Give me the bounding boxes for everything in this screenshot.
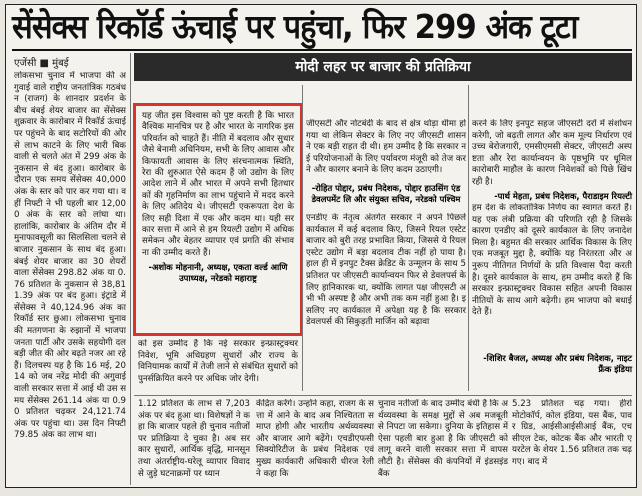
column-7-bottom-text: 5.23 प्रतिशत चढ़ गया। हीरो मोटोकॉर्प, कोल इंडिया, यस बैंक, पावर ग्रिड, आईसीआईसीआई बैंक, एचसीएल टेक, कोटक बैंक और भारती एयरटेल के शेयर 1.56 प्रतिशत तक चढ़ गए। बाद में	[512, 399, 632, 467]
column-4-body-text: हम देश के लोकतांत्रिक निर्णय का स्वागत करते हैं। यह एक लंबी प्रक्रिया की परिणति रही है जिसके कारण एनडीए को दूसरे कार्यकाल के लिए जनादेश मिला है। बहुमत की सरकार आर्थिक विकास के लिए एक मजबूत मुद्दा है, क्योंकि यह निरंतरता और अनुरूप नीतिगत निर्णयों के प्रति विश्वास पैदा करती है। दूसरे कार्यकाल के साथ, हम उम्मीद करते हैं कि सरकार इन्फ्रास्ट्रक्चर विकास सहित अपनी विकास नीतियों के साथ आगे बढ़ेगी। हम भाजपा को बधाई देते हैं।	[472, 203, 632, 318]
byline: एजेंसी ■ मुंबई	[14, 58, 69, 69]
column-divider	[302, 85, 303, 391]
column-divider	[130, 53, 131, 485]
column-2-continuation: को इस उम्मीद है कि नई सरकार इन्फ्रास्ट्रक्चर निवेश, भूमि अधिग्रहण सुधारों और राज्य के विनियामक कार्यों में तेजी लाने से संबंधित सुधारों को पुनर्सक्रियित करने पर अधिक जोर देगी।	[138, 339, 298, 384]
headline-rule	[12, 49, 632, 51]
quote-author: -अशोक मोहनानी, अध्यक्ष, एकता वर्ल्ड आणि उपाध्यक्ष, नरेडको महाराष्ट्र	[148, 262, 288, 284]
quote-text: यह जीत इस विश्वास को पुष्ट करती है कि भारत वैश्विक मानचित्र पर है और भारत के नागरिक इस परिवर्तन को चाहते हैं। नीति में बदलाव और सुधार जैसे बेनामी अधिनियम, सभी के लिए आवास और किफायती आवास के लिए संरचनात्मक स्थिति, रेरा की शुरुआत ऐसे कदम हैं जो उद्योग के लिए आदेश लाने में और भारत में अपने सभी हितधारकों की गृहनिर्माण का लाभ पहुंचाने में मदद करने के लिए अतिदेय थे। जीएसटी एकरूपता देश के लिए सही दिशा में एक और कदम था। यही सरकार सत्ता में आने से हम रियल्टी उद्योग में अधिक समेकन और बेहतर व्यापार एवं प्रगति की संभावना की उम्मीद करते हैं।	[142, 111, 294, 258]
column-4-second-attribution: -शिशिर बैजल, अध्यक्ष और प्रबंध निदेशक, नाइट फ्रैंक इंडिया	[483, 353, 632, 374]
headline: सेंसेक्स रिकॉर्ड ऊंचाई पर पहुंचा, फिर 299 अंक टूटा	[12, 7, 578, 46]
section-banner: मोदी लहर पर बाजार की प्रतिक्रिया	[134, 53, 632, 81]
column-4-attribution: -पार्थ मेहता, प्रबंध निदेशक, पैराडाइम रियल्टी	[494, 191, 632, 201]
column-2-bottom-text: 1.12 प्रतिशत के लाभ से 7,203 अंक पर बंद हुआ था। विशेषज्ञों ने कहा कि बाजार पहले ही चुनाव नतीजों पर प्रतिक्रिया दे चुका है। अब सरकार सुधारों, आर्थिक वृद्धि, मानसून तथा अंतर्राष्ट्रीय-घरेलू व्यापार विवाद से जुड़े घटनाक्रमों पर ध्यान	[138, 399, 250, 479]
column-divider	[468, 85, 469, 391]
column-3-body-text: एनडीए के नेतृत्व अंतर्गत सरकार ने अपने पिछले कार्यकाल में कई बदलाव किए, जिसने रियल एस्टेट बाजार को बुरी तरह प्रभावित किया, जिससे ये रियल एस्टेट उद्योग में बड़ा बदलाव टीक नहीं हो पाया है। हाल ही में इनपुट टैक्स क्रेडिट के उन्मूलन के साथ 5 प्रतिशत पर जीएसटी कार्यान्वयन फिर से डेवलपर्स के लिए हानिकारक था, क्योंकि लागत पक्ष जीएसटी अभी भी अस्पष्ट है और अभी तक कम नहीं हुआ है। इसलिए नए कार्यकाल में अपेक्षा यह है कि सरकार डेवलपर्स की सिकुड़ती मार्जिन को बढ़ावा	[306, 213, 466, 328]
highlighted-quote-box	[133, 103, 303, 336]
column-5-bottom-text: केंद्रित करेंगे। उन्होंने कहा, राजग के सत्ता में आने के बाद अब निश्चितता समाप्त होगी और भारतीय अर्थव्यवस्था और बाजार आगे बढ़ेंगे। एचडीएफसी सिक्योरिटीज के प्रबंध निदेशक एवं मुख्य कार्यकारी अधिकारी धीरज रेली ने कहा कि	[256, 399, 374, 479]
column-3-top-text: जीएसटी और नोटबंदी के बाद से क्षेत्र थोड़ा धीमा हो गया था लेकिन सेक्टर के लिए नए जीएसटी शासन ने एक बड़ी राहत दी थी। हम उम्मीद है कि सरकार नई परियोजनाओं के लिए पर्यावरण मंजूरी को तेज करने और कारगर बनाने के लिए कदम उठाएगी।	[306, 119, 466, 176]
column-6-bottom-text: चुनाव नतीजों के बाद उम्मीद बंधी है कि अर्थव्यवस्था के समक्ष मुद्दों से अब मजबूती से निपटा जा सकेगा। दुनिया के इतिहास में ऐसा पहली बार हुआ है कि जीएसटी को लागू करने वाली सरकार सत्ता में वापस लौटी है। सेंसेक्स की कंपनियों में इंडसइंड बैंक	[378, 399, 508, 479]
column-1-text: लोकसभा चुनाव में भाजपा की अगुवाई वाले राष्ट्रीय जनतांत्रिक गठबंधन (राजग) के शानदार प्रदर्शन के बीच बंबई शेयर बाजार का सेंसेक्स शुक्रवार के कारोबार में रिकॉर्ड ऊंचाई पर पहुंचने के बाद सटोरियों की ओर से लाभ काटने के लिए भारी बिकवाली से चलते अंत में 299 अंक के नुकसान से बंद हुआ। कारोबार के दौरान एक समय सेंसेक्स 40,000 अंक के स्तर को पार कर गया था। वहीं निफ्टी ने भी पहली बार 12,000 अंक के स्तर को लांघा था। हालांकि, कारोबार के अंतिम दौर में मुनाफावसूली का सिलसिला चलने से बाजार नुकसान के साथ बंद हुआ। बंबई शेयर बाजार का 30 शेयरों वाला सेंसेक्स 298.82 अंक या 0.76 प्रतिशत के नुकसान से 38,811.39 अंक पर बंद हुआ। इंट्राडे में सेंसेक्स ने 40,124.96 अंक का रिकॉर्ड स्तर छुआ। लोकसभा चुनाव की मतगणना के रुझानों में भाजपा जनता पार्टी और उसके सहयोगी दल बड़ी जीत की ओर बढ़ते नजर आ रहे हैं। दिलचस्प यह है कि 16 मई, 2014 को जब नरेंद्र मोदी की अगुवाई वाली सरकार सत्ता में आई थी उस समय सेंसेक्स 261.14 अंक या 0.90 प्रतिशत चढ़कर 24,121.74 अंक पर पहुंचा था। उस दिन निफ्टी 79.85 अंक का लाभ था।	[14, 71, 126, 441]
horizontal-divider	[134, 395, 632, 396]
column-4-top-text: करने के लिए इनपुट सहज जीएसटी दरों में संशोधन करेगी, जो बढ़ती लागत और कम मूल्य निर्धारण एवं उच्च बेरोजगारी, एमसीएमसी सेक्टर, जीएसटी अस्पष्टता और रेरा कार्यान्वयन के पृष्ठभूमि पर धूमिल कारोबारी माहौल के कारण निवेशकों को पिछे खिंच रही है।	[472, 119, 632, 187]
column-3-attribution: -रोहित पोद्दार, प्रबंध निदेशक, पोद्दार हाउसिंग एंड डेवलपमेंट लि और संयुक्त सचिव, नरेडको पश्चिम	[311, 183, 461, 204]
newspaper-page	[5, 4, 637, 488]
